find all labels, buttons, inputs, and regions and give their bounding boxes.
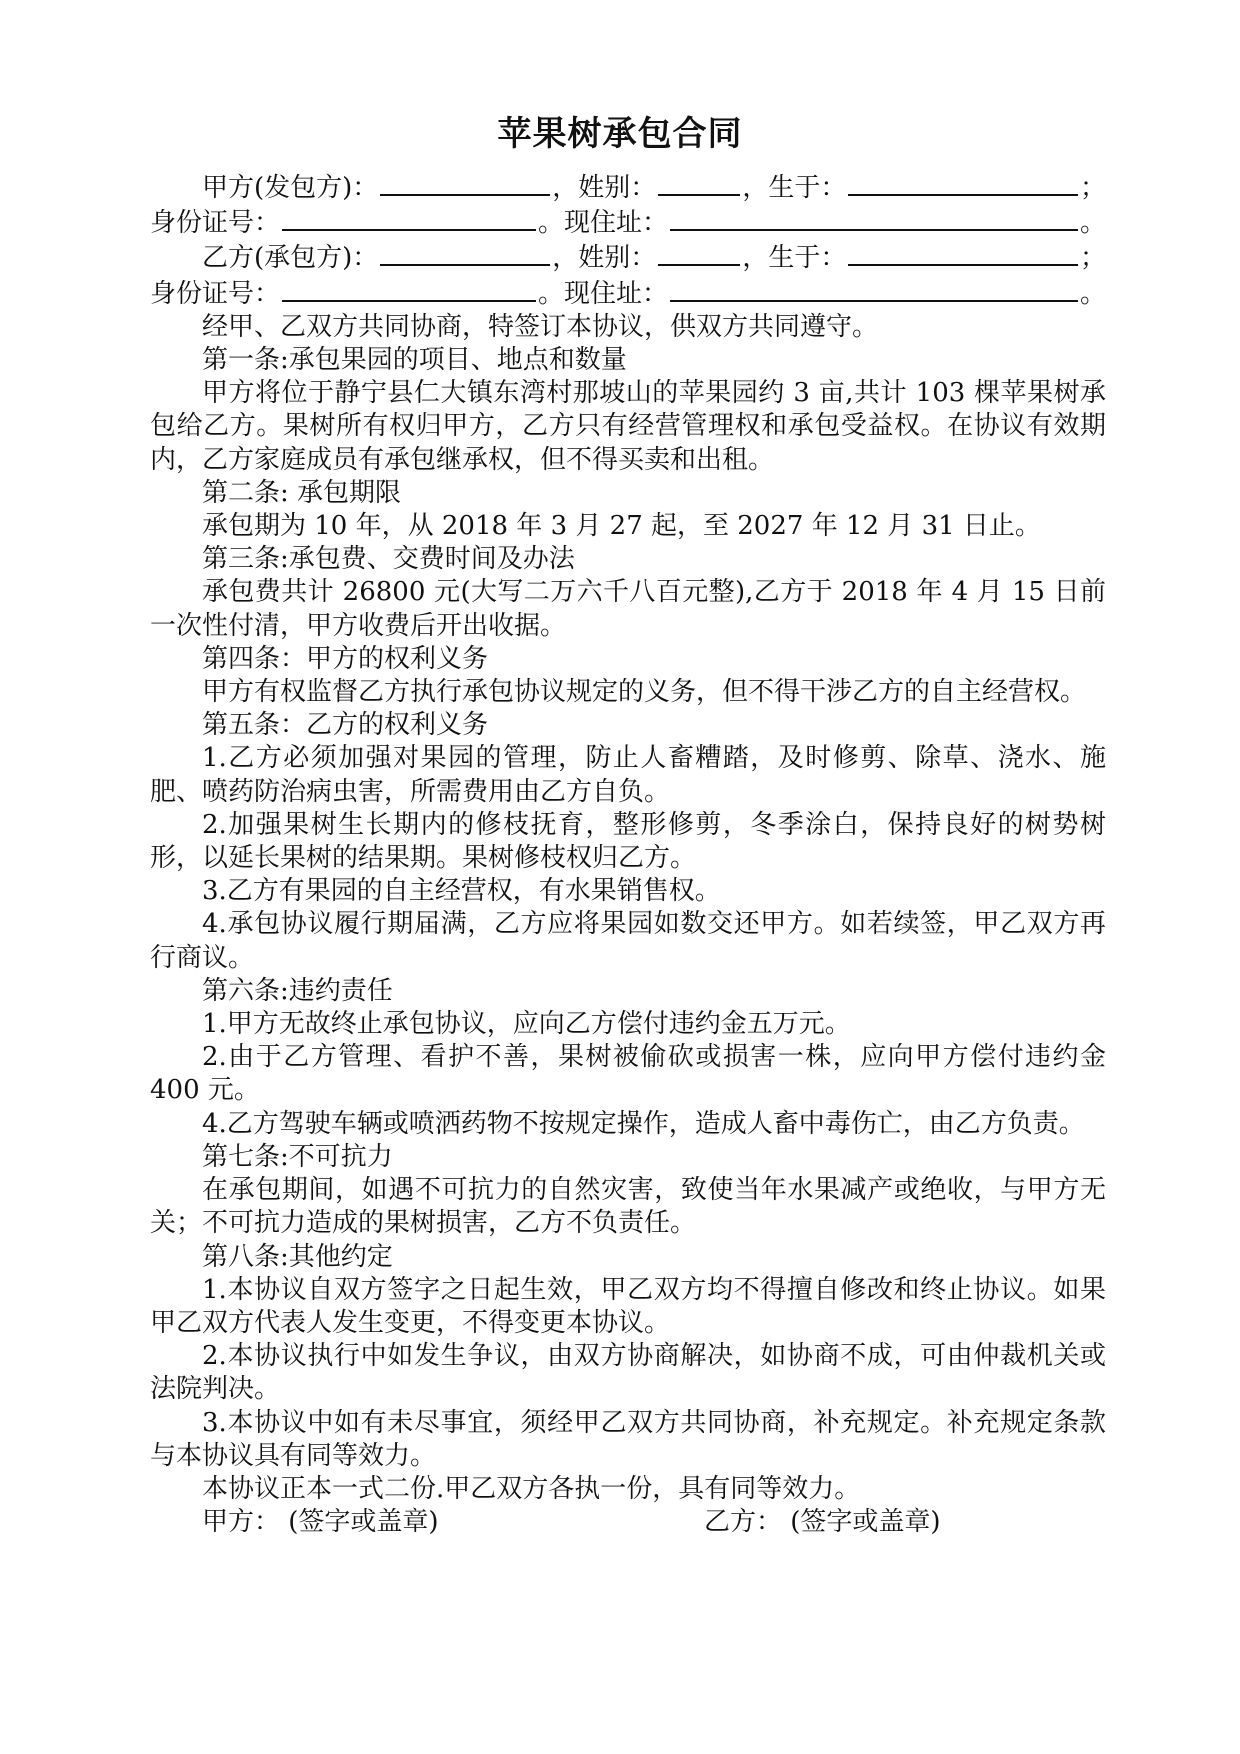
- party-b-born-label: ，生于：: [742, 243, 847, 274]
- signature-row: [150, 1506, 1106, 1539]
- article-6-item: 4.乙方驾驶车辆或喷洒药物不按规定操作，造成人畜中毒伤亡，由乙方负责。: [202, 1108, 1085, 1139]
- article-8-item: 2.本协议执行中如发生争议，由双方协商解决，如协商不成，可由仲裁机关或法院判决。: [150, 1341, 1106, 1405]
- contract-body: [150, 170, 1106, 1539]
- party-a-address-label: 。现住址：: [538, 208, 669, 239]
- article-5-item: 2.加强果树生长期内的修枝抚育，整形修剪，冬季涂白，保持良好的树势树形，以延长果树的结果期。果树修枝权归乙方。: [150, 809, 1106, 874]
- party-a-id-label: 身份证号：: [150, 208, 281, 239]
- party-b-address-blank[interactable]: [670, 276, 1078, 302]
- party-b-gender-blank[interactable]: [658, 240, 740, 266]
- article-7-heading: 第七条:不可抗力: [202, 1141, 393, 1172]
- article-6-heading: 第六条:违约责任: [202, 975, 393, 1006]
- party-b-address-label: 。现住址：: [538, 278, 669, 309]
- party-b-line-1: [150, 240, 1106, 275]
- article-8-heading: 第八条:其他约定: [202, 1241, 393, 1272]
- article-3-text: 承包费共计 26800 元(大写二万六千八百元整),乙方于 2018 年 4 月 15 日前一次性付清，甲方收费后开出收据。: [150, 577, 1106, 641]
- party-a-id-blank[interactable]: [282, 205, 536, 231]
- article-7-text: 在承包期间，如遇不可抗力的自然灾害，致使当年水果减产或绝收，与甲方无关；不可抗力造成的果树损害，乙方不负责任。: [150, 1175, 1106, 1239]
- article-4-heading: 第四条：甲方的权利义务: [202, 643, 489, 674]
- party-a-address-blank[interactable]: [670, 205, 1078, 231]
- article-4-text: 甲方有权监督乙方执行承包协议规定的义务，但不得干涉乙方的自主经营权。: [202, 677, 1087, 708]
- party-b-signature: 乙方： (签字或盖章): [704, 1507, 941, 1538]
- article-2-heading: 第二条: 承包期限: [202, 477, 402, 508]
- party-a-line1-end: ；: [1079, 173, 1106, 203]
- party-a-label: 甲方(发包方)：: [202, 173, 379, 203]
- article-5-item: 1.乙方必须加强对果园的管理，防止人畜糟踏，及时修剪、除草、浇水、施肥、喷药防治病虫害，所需费用由乙方自负。: [150, 743, 1106, 807]
- article-1-heading: 第一条:承包果园的项目、地点和数量: [202, 345, 627, 376]
- party-a-line2-end: 。: [1079, 208, 1106, 239]
- article-6-item: 1.甲方无故终止承包协议，应向乙方偿付违约金五万元。: [202, 1009, 851, 1040]
- party-b-line1-end: ；: [1079, 243, 1106, 274]
- party-b-label: 乙方(承包方)：: [202, 243, 379, 274]
- party-a-name-blank[interactable]: [380, 170, 550, 196]
- party-b-id-blank[interactable]: [282, 276, 536, 302]
- article-1-text: 甲方将位于静宁县仁大镇东湾村那坡山的苹果园约 3 亩,共计 103 棵苹果树承包给乙方。果树所有权归甲方，乙方只有经营管理权和承包受益权。在协议有效期内，乙方家庭成员有承包继承权，但不得买卖和出租。: [150, 378, 1106, 475]
- party-a-born-label: ，生于：: [742, 173, 847, 203]
- article-5-item: 3.乙方有果园的自主经营权，有水果销售权。: [202, 876, 721, 907]
- article-5-heading: 第五条：乙方的权利义务: [202, 710, 489, 741]
- article-2-text: 承包期为 10 年，从 2018 年 3 月 27 起，至 2027 年 12 月 31 日止。: [202, 511, 1041, 542]
- intro-paragraph: 经甲、乙双方共同协商，特签订本协议，供双方共同遵守。: [202, 311, 879, 342]
- article-3-heading: 第三条:承包费、交费时间及办法: [202, 544, 575, 575]
- article-8-item: 1.本协议自双方签字之日起生效，甲乙双方均不得擅自修改和终止协议。如果甲乙双方代表人发生变更，不得变更本协议。: [150, 1274, 1106, 1338]
- article-6-item: 2.由于乙方管理、看护不善，果树被偷砍或损害一株，应向甲方偿付违约金 400 元。: [150, 1042, 1106, 1106]
- party-a-signature: 甲方： (签字或盖章): [202, 1507, 439, 1538]
- article-5-item: 4.承包协议履行期届满，乙方应将果园如数交还甲方。如若续签，甲乙双方再行商议。: [150, 909, 1106, 973]
- party-a-line-2: [150, 205, 1106, 240]
- article-8-item: 3.本协议中如有未尽事宜，须经甲乙双方共同协商，补充规定。补充规定条款与本协议具有同等效力。: [150, 1407, 1106, 1471]
- party-b-id-label: 身份证号：: [150, 278, 281, 309]
- party-b-line-2: [150, 276, 1106, 311]
- party-b-born-blank[interactable]: [848, 240, 1078, 266]
- party-a-gender-blank[interactable]: [658, 170, 740, 196]
- party-b-line2-end: 。: [1079, 278, 1106, 309]
- party-a-born-blank[interactable]: [848, 170, 1078, 196]
- party-b-name-blank[interactable]: [380, 240, 550, 266]
- party-b-gender-label: ，姓别：: [552, 243, 657, 274]
- page-title: 苹果树承包合同: [497, 114, 743, 154]
- party-a-line-1: [150, 170, 1106, 205]
- closing-paragraph: 本协议正本一式二份.甲乙双方各执一份，具有同等效力。: [202, 1473, 861, 1504]
- party-a-gender-label: ，姓别：: [552, 173, 657, 203]
